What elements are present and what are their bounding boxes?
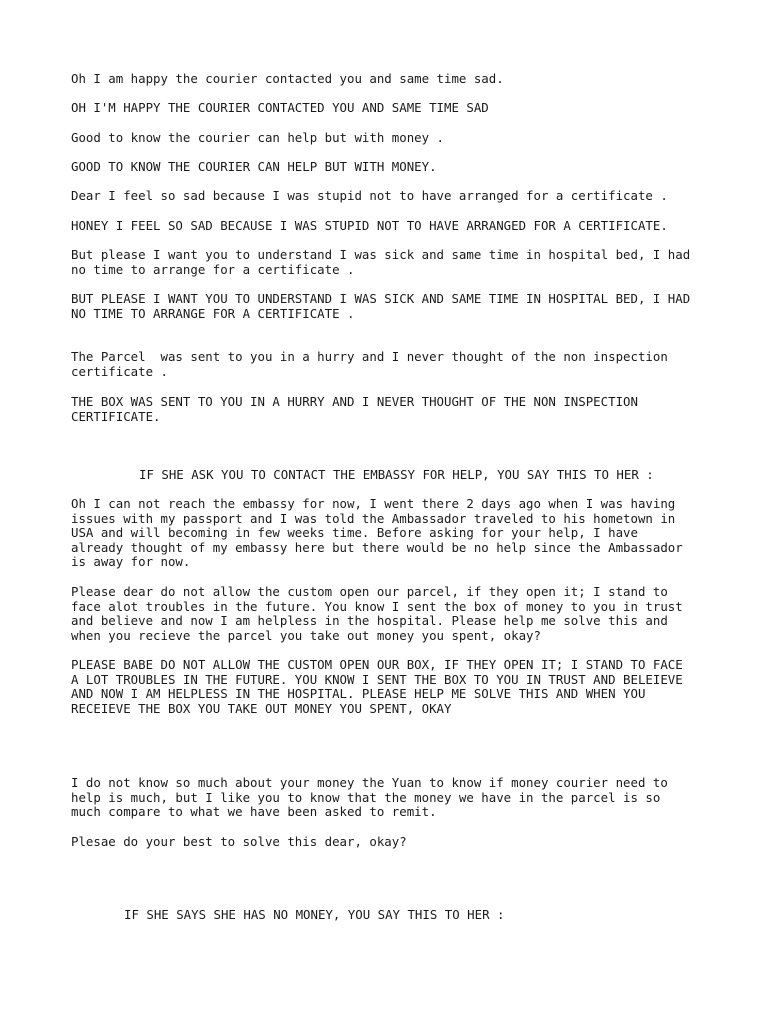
- paragraph-12: Please dear do not allow the custom open our parcel, if they open it; I stand to face alot troubles in the future. You know I sent the box of money to you in trust and believe and now I am helpless in the hospital. Please help me solve this and when you recieve the parcel you take out money you spent, okay?: [71, 584, 683, 643]
- paragraph-10: THE BOX WAS SENT TO YOU IN A HURRY AND I NEVER THOUGHT OF THE NON INSPECTION CERTIFICATE.: [71, 394, 638, 424]
- paragraph-7: But please I want you to understand I was sick and same time in hospital bed, I had no time to arrange for a certificate .: [71, 247, 691, 277]
- paragraph-11: Oh I can not reach the embassy for now, I went there 2 days ago when I was having issues with my passport and I was told the Ambassador traveled to his hometown in USA and will becoming in few weeks time. Before asking for your help, I have already thought of my embassy here but there would be no help since the Ambassador is away for now.: [71, 496, 683, 570]
- paragraph-2: OH I'M HAPPY THE COURIER CONTACTED YOU AND SAME TIME SAD: [71, 100, 489, 115]
- section-heading-no-money: IF SHE SAYS SHE HAS NO MONEY, YOU SAY THIS TO HER :: [124, 907, 505, 922]
- paragraph-5: Dear I feel so sad because I was stupid not to have arranged for a certificate .: [71, 188, 668, 203]
- paragraph-6: HONEY I FEEL SO SAD BECAUSE I WAS STUPID NOT TO HAVE ARRANGED FOR A CERTIFICATE.: [71, 218, 668, 233]
- paragraph-13: PLEASE BABE DO NOT ALLOW THE CUSTOM OPEN OUR BOX, IF THEY OPEN IT; I STAND TO FACE A LOT TROUBLES IN THE FUTURE. YOU KNOW I SENT THE BOX TO YOU IN TRUST AND BELEIEVE AND NOW I AM HELPLESS IN THE HOSPITAL. PLEASE HELP ME SOLVE THIS AND WHEN YOU RECEIEVE THE BOX YOU TAKE OUT MONEY YOU SPENT, OKAY: [71, 657, 683, 716]
- section-heading-embassy: IF SHE ASK YOU TO CONTACT THE EMBASSY FOR HELP, YOU SAY THIS TO HER :: [139, 467, 654, 482]
- paragraph-1: Oh I am happy the courier contacted you and same time sad.: [71, 71, 504, 86]
- paragraph-9: The Parcel was sent to you in a hurry and I never thought of the non inspection certificate .: [71, 349, 668, 379]
- paragraph-8: BUT PLEASE I WANT YOU TO UNDERSTAND I WAS SICK AND SAME TIME IN HOSPITAL BED, I HAD NO TIME TO ARRANGE FOR A CERTIFICATE .: [71, 291, 691, 321]
- paragraph-4: GOOD TO KNOW THE COURIER CAN HELP BUT WITH MONEY.: [71, 159, 437, 174]
- paragraph-14: I do not know so much about your money the Yuan to know if money courier need to help is much, but I like you to know that the money we have in the parcel is so much compare to what we have been asked to remit.: [71, 775, 668, 820]
- paragraph-3: Good to know the courier can help but with money .: [71, 130, 444, 145]
- paragraph-15: Plesae do your best to solve this dear, okay?: [71, 834, 407, 849]
